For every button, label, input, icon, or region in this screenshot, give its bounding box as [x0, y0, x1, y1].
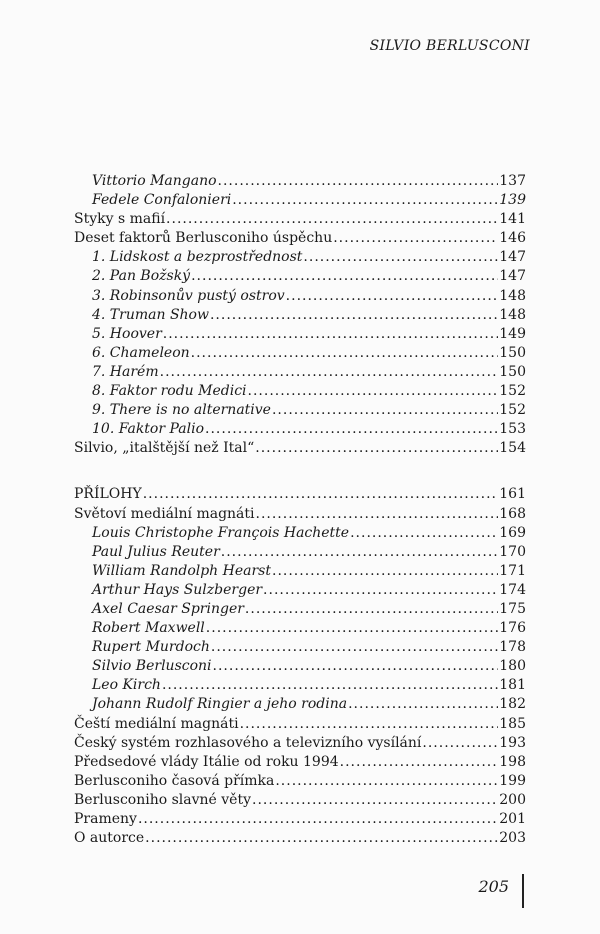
toc-entry	[74, 810, 526, 829]
toc-entry	[74, 248, 526, 267]
toc-entry	[74, 210, 526, 229]
toc-entry-title: Vittorio Mangano	[92, 173, 217, 189]
toc-entry-page: 193	[499, 734, 526, 751]
toc-entry-title: 4. Truman Show	[92, 306, 209, 323]
toc-entry-title: Berlusconiho časová přímka	[74, 772, 275, 789]
toc-leader-dots	[340, 753, 499, 772]
toc-leader-dots	[191, 344, 499, 363]
toc-leader-dots	[256, 505, 499, 524]
toc-leader-dots	[210, 306, 498, 325]
toc-entry	[74, 676, 526, 695]
toc-entry-title: 2. Pan Božský	[92, 268, 191, 285]
toc-entry-page: 150	[499, 344, 526, 361]
toc-leader-dots	[211, 638, 498, 657]
page-number-rule	[522, 874, 524, 908]
toc-entry-page: 153	[499, 421, 526, 438]
toc-entry	[74, 695, 526, 714]
toc-entry-title: PŘÍLOHY	[74, 486, 142, 503]
toc-entry	[74, 287, 526, 306]
toc-leader-dots	[218, 172, 499, 191]
toc-leader-dots	[191, 267, 498, 286]
toc-entry-page: 147	[499, 268, 526, 285]
toc-entry-page: 146	[499, 230, 526, 247]
toc-entry-title: 10. Faktor Palio	[92, 421, 205, 438]
toc-leader-dots	[205, 420, 498, 439]
toc-entry-page: 150	[499, 363, 526, 380]
toc-entry	[74, 772, 526, 791]
toc-leader-dots	[138, 810, 498, 829]
toc-leader-dots	[160, 363, 499, 382]
toc-entry-page: 141	[499, 211, 526, 228]
toc-entry	[74, 401, 526, 420]
toc-entry	[74, 382, 526, 401]
toc-entry-title: Prameny	[74, 811, 137, 827]
toc-leader-dots	[162, 676, 498, 695]
toc-entry-page: 148	[499, 287, 526, 304]
toc-entry-title: Paul Julius Reuter	[92, 543, 220, 560]
toc-leader-dots	[350, 524, 498, 543]
toc-entry	[74, 524, 526, 543]
toc-entry	[74, 829, 526, 848]
toc-leader-dots	[143, 485, 499, 504]
toc-entry-page: 169	[499, 524, 526, 541]
toc-entry-title: 8. Faktor rodu Medici	[92, 383, 247, 400]
toc-entry-title: William Randolph Hearst	[92, 562, 271, 579]
toc-entry	[74, 753, 526, 772]
toc-entry	[74, 638, 526, 657]
toc-entry-page: 201	[499, 811, 526, 827]
toc-entry-page: 199	[499, 772, 526, 789]
toc-entry-page: 180	[499, 658, 526, 675]
toc-entry-page: 175	[499, 600, 526, 617]
toc-entry	[74, 439, 526, 458]
toc-entry-page: 181	[499, 677, 526, 694]
toc-entry-title: 7. Harém	[92, 363, 159, 380]
toc-leader-dots	[163, 325, 499, 344]
toc-leader-dots	[221, 543, 499, 562]
toc-entry-title: Robert Maxwell	[92, 620, 205, 637]
toc-entry-page: 139	[499, 192, 526, 209]
toc-entry-page: 198	[499, 753, 526, 770]
toc-entry	[74, 306, 526, 325]
toc-entry	[74, 229, 526, 248]
toc-entry-title: Louis Christophe François Hachette	[92, 524, 350, 541]
toc-entry-title: Světoví mediální magnáti	[74, 505, 255, 522]
toc-entry-title: 6. Chameleon	[92, 344, 190, 361]
toc-leader-dots	[240, 715, 499, 734]
toc-entry-page: 171	[499, 562, 526, 579]
toc-group-gap	[74, 458, 526, 485]
toc-entry-page: 174	[499, 581, 526, 598]
toc-leader-dots	[213, 657, 499, 676]
toc-entry-page: 137	[499, 173, 526, 189]
toc-entry-page: 182	[499, 696, 526, 713]
toc-entry-title: Deset faktorů Berlusconiho úspěchu	[74, 230, 333, 247]
toc-entry	[74, 485, 526, 504]
toc-entry-page: 152	[499, 383, 526, 400]
page-number: 205	[478, 877, 509, 896]
toc-entry-page: 161	[499, 486, 526, 503]
toc-leader-dots	[145, 829, 498, 848]
toc-leader-dots	[275, 772, 498, 791]
toc-entry	[74, 191, 526, 210]
toc-leader-dots	[272, 401, 498, 420]
toc-entry-title: Axel Caesar Springer	[92, 600, 244, 617]
toc-entry-title: Styky s mafií	[74, 211, 166, 228]
toc-entry-page: 148	[499, 306, 526, 323]
toc-leader-dots	[206, 619, 498, 638]
toc-entry-title: Fedele Confalonieri	[92, 192, 232, 209]
toc-leader-dots	[286, 287, 499, 306]
toc-entry-title: 5. Hoover	[92, 325, 162, 342]
toc-entry-title: Silvio Berlusconi	[92, 658, 212, 675]
toc-entry-title: Silvio, „italštější než Ital“	[74, 440, 255, 457]
toc-leader-dots	[166, 210, 498, 229]
toc-leader-dots	[245, 600, 498, 619]
toc-entry	[74, 543, 526, 562]
toc-leader-dots	[248, 382, 499, 401]
toc-group-main	[74, 172, 526, 458]
toc-entry-page: 152	[499, 402, 526, 419]
toc-leader-dots	[255, 439, 498, 458]
toc-leader-dots	[232, 191, 498, 210]
toc-entry	[74, 267, 526, 286]
toc-entry-page: 200	[499, 791, 526, 808]
toc-entry-title: Berlusconiho slavné věty	[74, 791, 252, 808]
toc-entry	[74, 715, 526, 734]
toc-entry-page: 168	[499, 505, 526, 522]
toc-entry	[74, 581, 526, 600]
toc-entry-title: Arthur Hays Sulzberger	[92, 581, 263, 598]
toc-entry-page: 176	[499, 620, 526, 637]
toc-entry	[74, 325, 526, 344]
toc-leader-dots	[272, 562, 498, 581]
toc-entry	[74, 657, 526, 676]
toc-group-appendices	[74, 485, 526, 848]
toc-entry-title: Leo Kirch	[92, 677, 161, 694]
toc-entry-title: 3. Robinsonův pustý ostrov	[92, 287, 285, 304]
toc-leader-dots	[252, 791, 498, 810]
toc-entry	[74, 420, 526, 439]
toc-entry-page: 185	[499, 715, 526, 732]
toc-leader-dots	[303, 248, 498, 267]
toc-leader-dots	[348, 695, 498, 714]
toc-entry-title: 9. There is no alternative	[92, 402, 271, 419]
toc-entry-page: 147	[499, 249, 526, 266]
toc-entry-page: 203	[499, 830, 526, 847]
toc-entry	[74, 344, 526, 363]
table-of-contents	[74, 172, 526, 848]
toc-entry	[74, 619, 526, 638]
toc-entry-page: 170	[499, 543, 526, 560]
toc-entry-title: Johann Rudolf Ringier a jeho rodina	[92, 696, 348, 713]
toc-entry-title: Předsedové vlády Itálie od roku 1994	[74, 753, 339, 770]
toc-leader-dots	[422, 734, 498, 753]
toc-leader-dots	[333, 229, 498, 248]
toc-entry-title: Rupert Murdoch	[92, 639, 210, 656]
toc-entry	[74, 791, 526, 810]
toc-entry-page: 154	[499, 440, 526, 457]
toc-entry	[74, 734, 526, 753]
toc-entry-title: Čeští mediální magnáti	[74, 715, 239, 732]
toc-leader-dots	[263, 581, 498, 600]
toc-entry-page: 149	[499, 325, 526, 342]
toc-entry-title: 1. Lidskost a bezprostřednost	[92, 249, 303, 266]
running-header: SILVIO BERLUSCONI	[369, 38, 530, 54]
toc-entry	[74, 600, 526, 619]
toc-entry	[74, 562, 526, 581]
toc-entry	[74, 363, 526, 382]
toc-entry-title: Český systém rozhlasového a televizního vysílání	[74, 734, 422, 751]
toc-entry-page: 178	[499, 639, 526, 656]
toc-entry	[74, 172, 526, 191]
toc-entry	[74, 505, 526, 524]
toc-entry-title: O autorce	[74, 830, 145, 847]
